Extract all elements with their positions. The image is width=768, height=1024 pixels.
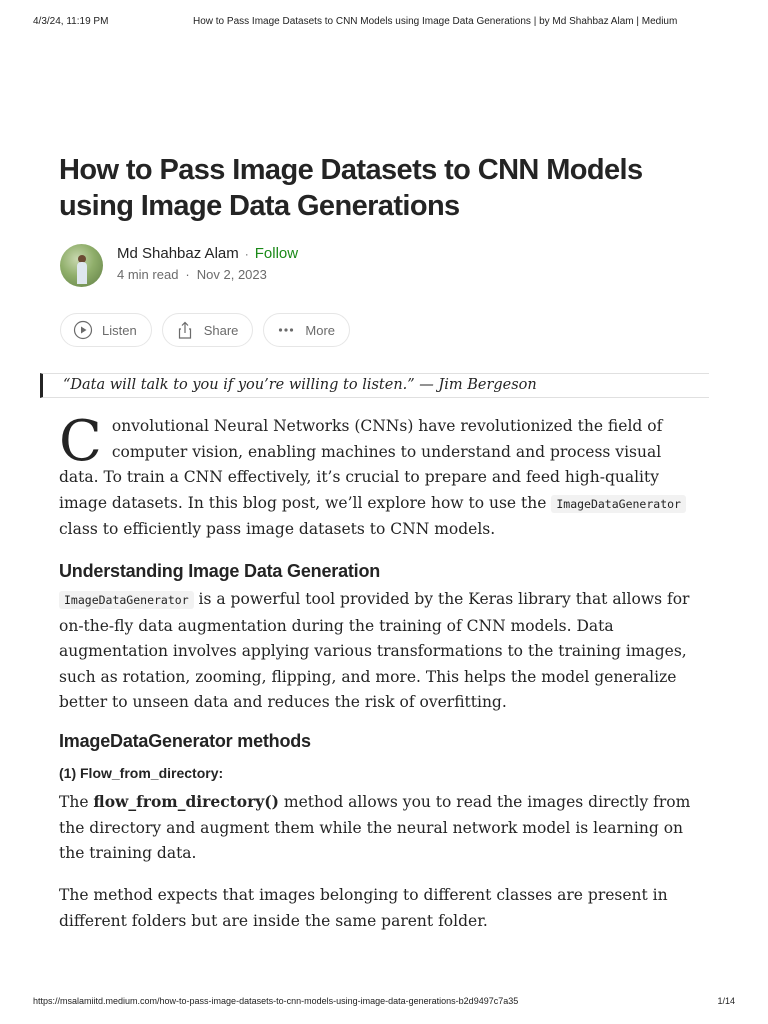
meta-line xyxy=(117,267,298,282)
more-label: More xyxy=(305,322,336,338)
avatar[interactable] xyxy=(60,244,103,287)
listen-label: Listen xyxy=(102,322,137,338)
inline-code: ImageDataGenerator xyxy=(551,495,686,513)
play-circle-icon xyxy=(73,320,93,340)
author-row xyxy=(60,244,298,287)
share-icon xyxy=(175,320,195,340)
section1-text: is a powerful tool provided by the Keras library that allows for on-the-fly data augmentation during the training of CNN models. Data augmentation involves applying various transformations to the training images, such as rotation, zooming, flipping, and more. This helps the model generalize better to unseen data and reduces the risk of overfitting. xyxy=(59,590,690,711)
more-button[interactable] xyxy=(263,313,350,347)
print-date: 4/3/24, 11:19 PM xyxy=(33,16,109,27)
follow-link[interactable]: Follow xyxy=(254,245,299,262)
print-footer xyxy=(33,996,735,1006)
print-page-number: 1/14 xyxy=(717,996,735,1006)
more-dots-icon xyxy=(276,320,296,340)
article-title: How to Pass Image Datasets to CNN Models using Image Data Generations xyxy=(59,154,643,222)
section2-paragraph-1 xyxy=(59,789,699,867)
author-name[interactable]: Md Shahbaz Alam xyxy=(117,245,239,262)
read-time: 4 min read xyxy=(117,267,179,282)
author-line xyxy=(117,244,298,264)
separator-dot: · xyxy=(244,247,249,261)
separator-dot: · xyxy=(185,267,190,282)
pull-quote: “Data will talk to you if you’re willing to listen.” — Jim Bergeson xyxy=(40,373,709,398)
subsection-heading: (1) Flow_from_directory: xyxy=(59,765,224,781)
dropcap: C xyxy=(59,409,102,474)
p-text: method allows you to read the images directly from the directory and augment them while the neural network model is learning on the training data. xyxy=(59,793,691,862)
section-heading: Understanding Image Data Generation xyxy=(59,561,381,581)
action-bar xyxy=(60,313,350,347)
intro-text-2: class to efficiently pass image datasets to CNN models. xyxy=(59,520,496,538)
print-header xyxy=(33,16,735,27)
inline-code: ImageDataGenerator xyxy=(59,591,194,609)
print-url: https://msalamiitd.medium.com/how-to-pass-image-datasets-to-cnn-models-using-image-data-generations-b2d9497c7a35 xyxy=(33,996,519,1006)
listen-button[interactable] xyxy=(60,313,152,347)
author-meta xyxy=(117,244,298,282)
intro-text-1: onvolutional Neural Networks (CNNs) have revolutionized the field of computer vision, enabling machines to understand and process visual data. To train a CNN effectively, it’s crucial to prepare and feed high-quality image datasets. In this blog post, we’ll explore how to use the xyxy=(59,417,663,512)
p-text: The xyxy=(59,793,94,811)
avatar-body xyxy=(77,262,87,284)
section1-paragraph xyxy=(59,587,699,716)
publish-date: Nov 2, 2023 xyxy=(196,267,267,282)
section2-paragraph-2: The method expects that images belonging to different classes are present in different folders but are inside the same parent folder. xyxy=(59,886,668,930)
method-name: flow_from_directory() xyxy=(93,792,279,811)
section-heading: ImageDataGenerator methods xyxy=(59,731,311,751)
share-label: Share xyxy=(203,322,239,338)
share-button[interactable] xyxy=(162,313,254,347)
print-doc-title: How to Pass Image Datasets to CNN Models using Image Data Generations | by Md Shahbaz Alam | Medium xyxy=(193,16,678,27)
intro-paragraph xyxy=(59,409,699,543)
